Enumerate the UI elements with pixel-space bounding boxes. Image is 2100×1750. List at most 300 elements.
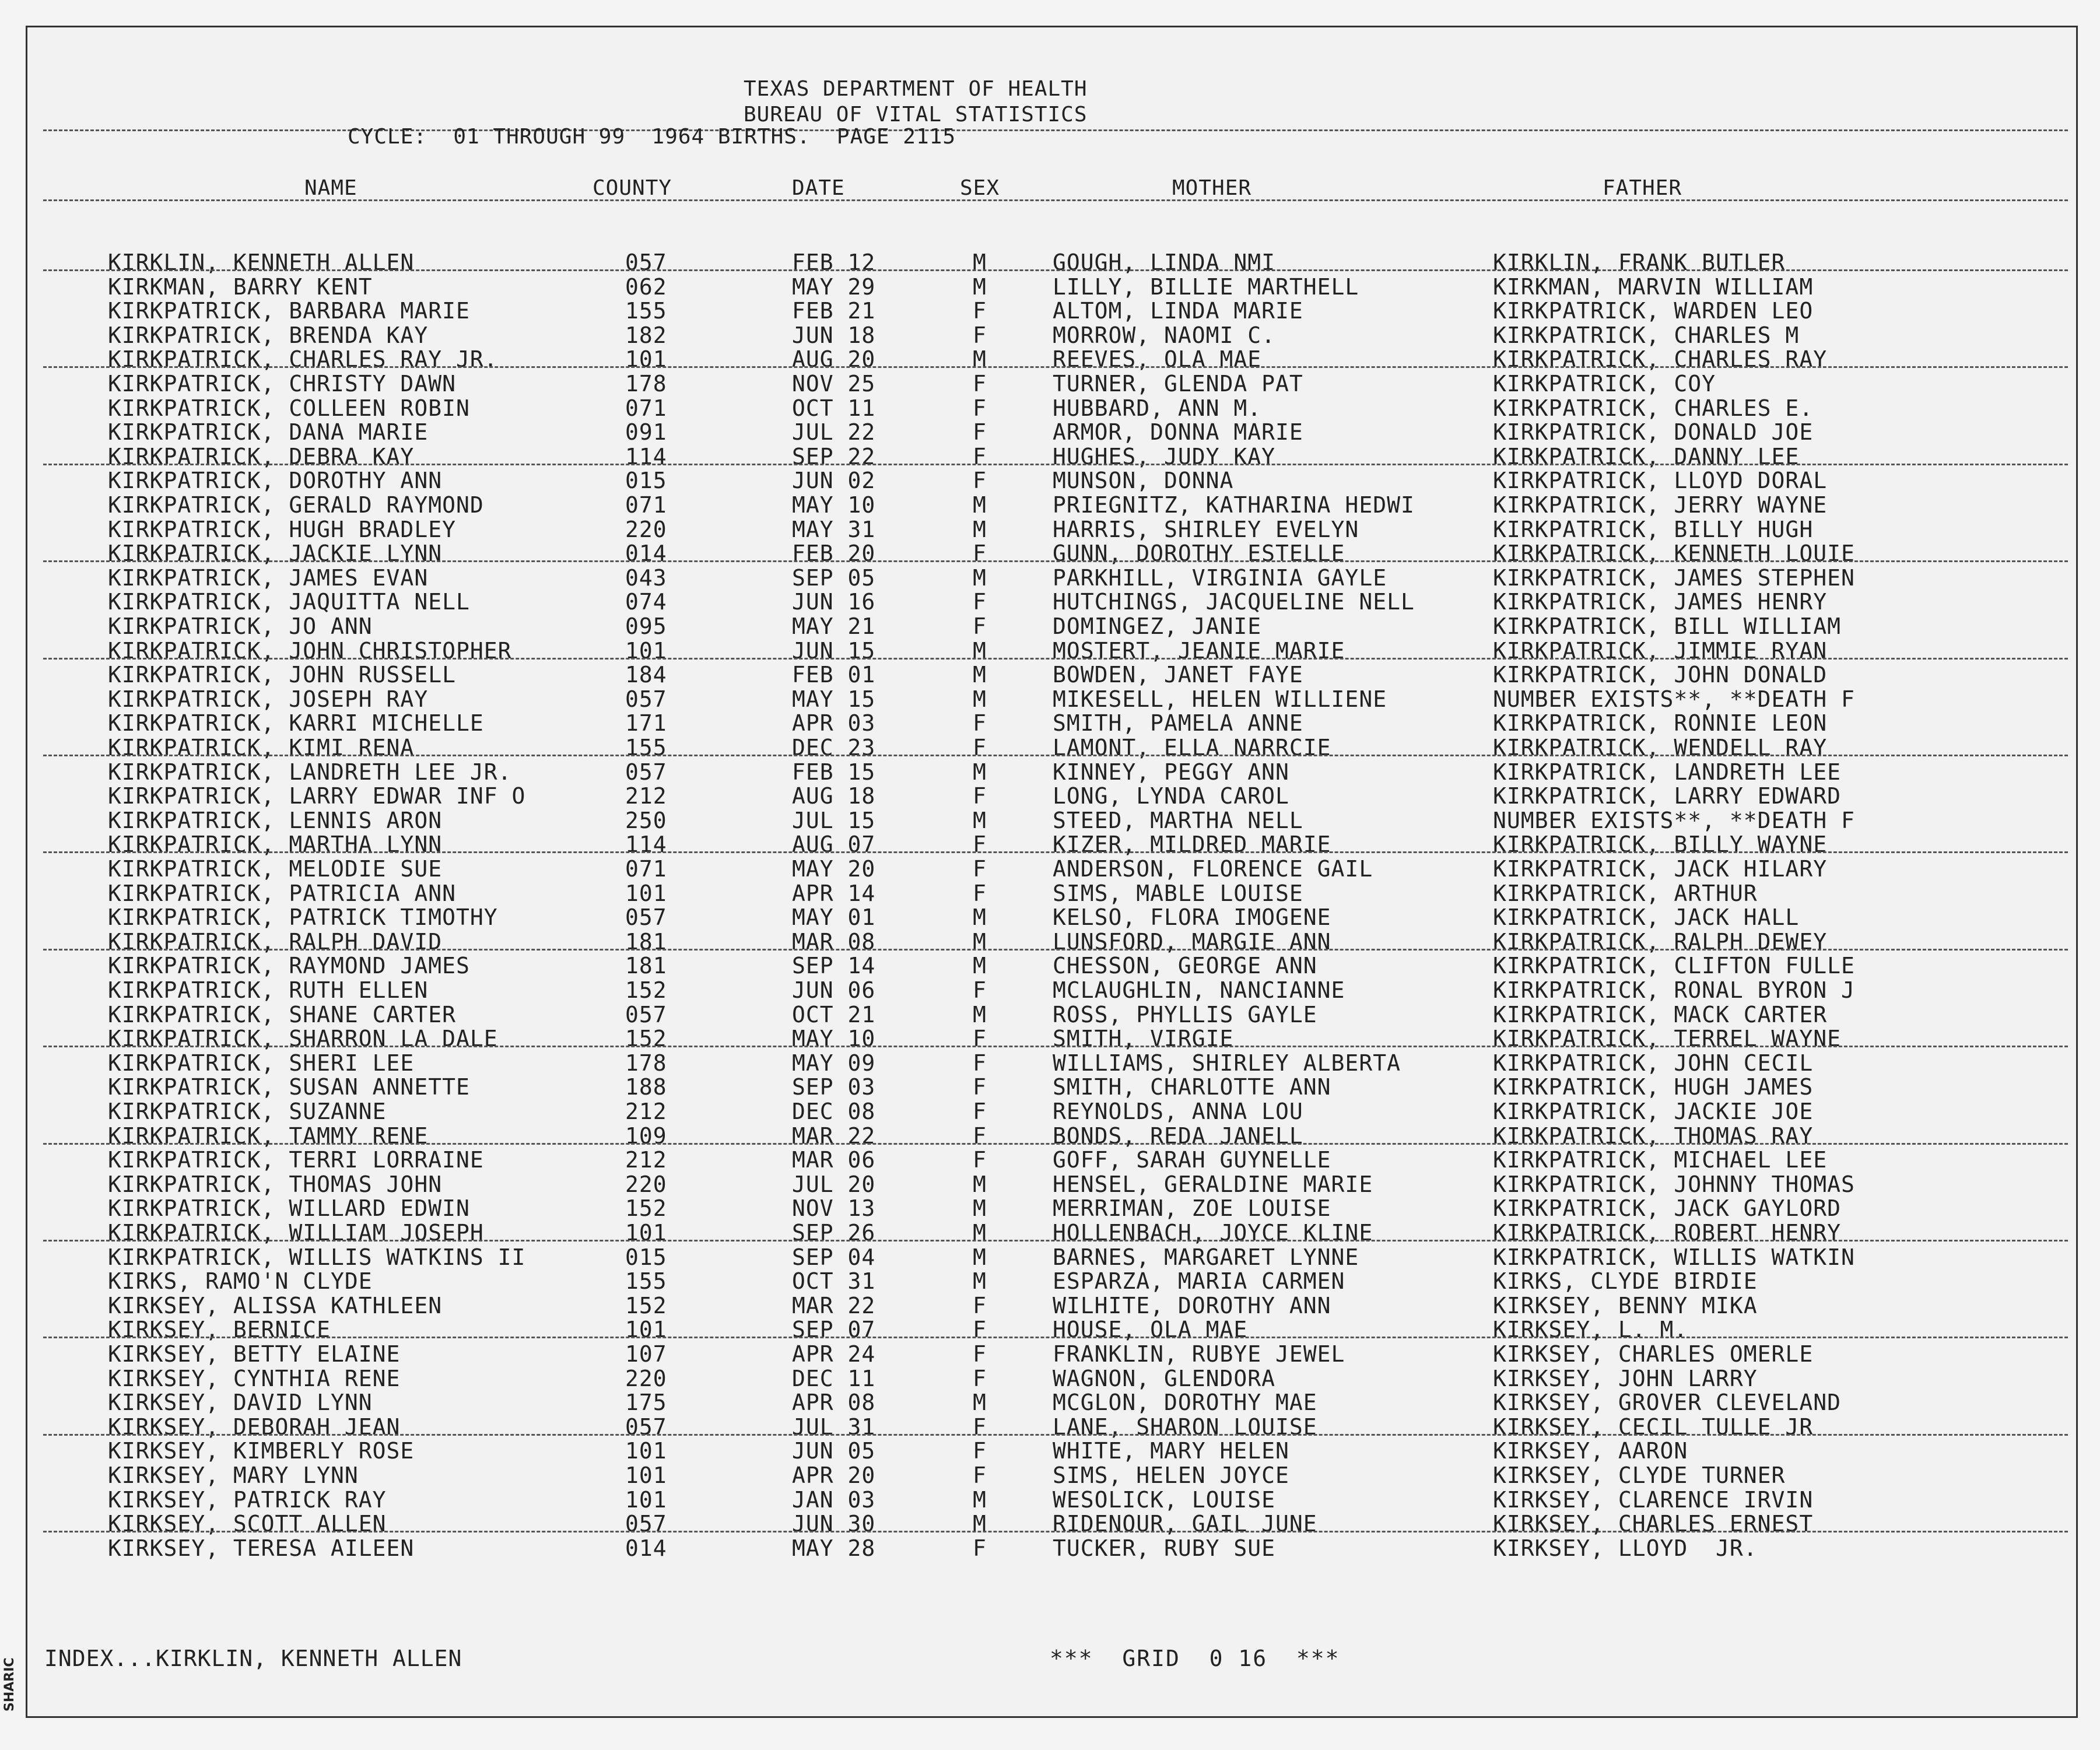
record-date: JUN 16 <box>792 589 876 615</box>
record-mother: ROSS, PHYLLIS GAYLE <box>1053 1001 1317 1027</box>
record-date: JUN 15 <box>792 637 876 664</box>
record-sex: F <box>973 1414 987 1440</box>
record-sex: M <box>973 662 987 688</box>
record-sex: F <box>973 856 987 882</box>
record-sex: F <box>973 1535 987 1561</box>
record-mother: STEED, MARTHA NELL <box>1053 807 1303 833</box>
record-county: 178 <box>625 371 667 397</box>
record-sex: M <box>973 637 987 664</box>
table-row <box>0 1390 2100 1414</box>
record-county: 152 <box>625 1195 667 1222</box>
record-county: 212 <box>625 1147 667 1173</box>
record-name: KIRKPATRICK, JAQUITTA NELL <box>108 589 470 615</box>
record-name: KIRKPATRICK, TAMMY RENE <box>108 1123 429 1149</box>
record-name: KIRKPATRICK, SHANE CARTER <box>108 1001 456 1027</box>
record-date: APR 08 <box>792 1390 876 1416</box>
record-date: APR 14 <box>792 880 876 906</box>
table-row <box>0 1099 2100 1123</box>
column-header-mother: MOTHER <box>1172 176 1252 200</box>
record-father: KIRKLIN, FRANK BUTLER <box>1493 250 1786 275</box>
table-row <box>0 808 2100 832</box>
record-county: 101 <box>625 1438 667 1464</box>
row-divider <box>43 1046 2068 1047</box>
record-name: KIRKPATRICK, DOROTHY ANN <box>108 468 443 494</box>
agency-title: TEXAS DEPARTMENT OF HEALTH <box>744 77 1088 101</box>
record-father: KIRKPATRICK, CHARLES E. <box>1493 395 1814 421</box>
table-row <box>0 371 2100 395</box>
record-county: 188 <box>625 1074 667 1100</box>
record-county: 101 <box>625 1317 667 1343</box>
record-sex: F <box>973 1123 987 1149</box>
record-sex: M <box>973 250 987 275</box>
record-sex: M <box>973 1171 987 1197</box>
table-row <box>0 1293 2100 1317</box>
record-sex: M <box>973 686 987 712</box>
record-name: KIRKSEY, PATRICK RAY <box>108 1486 387 1513</box>
record-father: KIRKSEY, AARON <box>1493 1438 1688 1464</box>
record-date: OCT 21 <box>792 1001 876 1027</box>
record-mother: WHITE, MARY HELEN <box>1053 1438 1289 1464</box>
record-father: KIRKS, CLYDE BIRDIE <box>1493 1268 1758 1295</box>
record-county: 014 <box>625 541 667 567</box>
record-name: KIRKPATRICK, KARRI MICHELLE <box>108 710 484 737</box>
record-sex: M <box>973 759 987 785</box>
record-mother: LILLY, BILLIE MARTHELL <box>1053 273 1359 300</box>
record-father: KIRKPATRICK, BILLY HUGH <box>1493 516 1814 542</box>
record-date: AUG 07 <box>792 832 876 858</box>
record-date: APR 24 <box>792 1341 876 1367</box>
table-row <box>0 686 2100 711</box>
record-county: 220 <box>625 516 667 542</box>
record-sex: F <box>973 322 987 348</box>
record-father: KIRKPATRICK, TERREL WAYNE <box>1493 1026 1841 1052</box>
record-name: KIRKSEY, DAVID LYNN <box>108 1390 373 1416</box>
record-name: KIRKPATRICK, JAMES EVAN <box>108 564 429 591</box>
record-name: KIRKPATRICK, WILLIAM JOSEPH <box>108 1220 484 1246</box>
record-mother: PARKHILL, VIRGINIA GAYLE <box>1053 564 1387 591</box>
record-date: SEP 07 <box>792 1317 876 1343</box>
record-sex: M <box>973 273 987 300</box>
bureau-title: BUREAU OF VITAL STATISTICS <box>744 103 1088 127</box>
record-county: 171 <box>625 710 667 737</box>
record-date: MAY 31 <box>792 516 876 542</box>
margin-label: SHARIC <box>2 1657 17 1712</box>
record-father: KIRKSEY, L. M. <box>1493 1317 1688 1343</box>
record-sex: M <box>973 904 987 931</box>
record-date: FEB 20 <box>792 541 876 567</box>
record-county: 220 <box>625 1171 667 1197</box>
record-county: 101 <box>625 880 667 906</box>
record-county: 071 <box>625 395 667 421</box>
record-mother: GUNN, DOROTHY ESTELLE <box>1053 541 1345 567</box>
record-county: 057 <box>625 1001 667 1027</box>
record-sex: F <box>973 395 987 421</box>
record-date: DEC 11 <box>792 1365 876 1391</box>
record-county: 057 <box>625 250 667 275</box>
record-sex: F <box>973 710 987 737</box>
record-father: KIRKPATRICK, RALPH DEWEY <box>1493 928 1828 955</box>
record-name: KIRKPATRICK, DEBRA KAY <box>108 443 415 469</box>
record-mother: REEVES, OLA MAE <box>1053 346 1262 373</box>
record-date: MAR 06 <box>792 1147 876 1173</box>
record-sex: F <box>973 589 987 615</box>
record-date: JAN 03 <box>792 1486 876 1513</box>
record-date: FEB 21 <box>792 298 876 324</box>
record-mother: BONDS, REDA JANELL <box>1053 1123 1303 1149</box>
record-county: 181 <box>625 953 667 979</box>
record-mother: HUGHES, JUDY KAY <box>1053 443 1276 469</box>
record-father: KIRKPATRICK, THOMAS RAY <box>1493 1123 1814 1149</box>
record-date: FEB 01 <box>792 662 876 688</box>
record-father: KIRKPATRICK, ARTHUR <box>1493 880 1758 906</box>
record-sex: F <box>973 1317 987 1343</box>
record-county: 109 <box>625 1123 667 1149</box>
record-date: DEC 08 <box>792 1099 876 1124</box>
record-name: KIRKPATRICK, JOSEPH RAY <box>108 686 429 712</box>
record-sex: F <box>973 541 987 567</box>
record-father: KIRKPATRICK, WILLIS WATKIN <box>1493 1244 1855 1270</box>
record-father: NUMBER EXISTS**, **DEATH F <box>1493 686 1855 712</box>
record-sex: F <box>973 783 987 809</box>
record-county: 220 <box>625 1365 667 1391</box>
table-row <box>0 1438 2100 1463</box>
record-date: APR 20 <box>792 1463 876 1488</box>
record-date: JUN 02 <box>792 468 876 494</box>
record-county: 152 <box>625 1292 667 1318</box>
record-date: MAY 20 <box>792 856 876 882</box>
record-date: MAY 15 <box>792 686 876 712</box>
record-mother: ANDERSON, FLORENCE GAIL <box>1053 856 1373 882</box>
table-row <box>0 977 2100 1002</box>
record-father: KIRKPATRICK, WARDEN LEO <box>1493 298 1814 324</box>
row-divider <box>43 949 2068 951</box>
table-row <box>0 1463 2100 1487</box>
record-county: 091 <box>625 419 667 446</box>
record-name: KIRKPATRICK, LENNIS ARON <box>108 807 443 833</box>
record-county: 101 <box>625 1220 667 1246</box>
record-father: NUMBER EXISTS**, **DEATH F <box>1493 807 1855 833</box>
record-county: 062 <box>625 273 667 300</box>
record-father: KIRKPATRICK, LANDRETH LEE <box>1493 759 1841 785</box>
record-county: 101 <box>625 1463 667 1488</box>
index-footer: INDEX...KIRKLIN, KENNETH ALLEN <box>44 1646 462 1671</box>
record-date: MAY 10 <box>792 1026 876 1052</box>
record-father: KIRKPATRICK, JACK HALL <box>1493 904 1800 931</box>
record-name: KIRKPATRICK, RAYMOND JAMES <box>108 953 470 979</box>
record-date: JUL 22 <box>792 419 876 446</box>
record-sex: F <box>973 1341 987 1367</box>
record-name: KIRKPATRICK, WILLARD EDWIN <box>108 1195 470 1222</box>
record-date: MAR 22 <box>792 1123 876 1149</box>
record-county: 057 <box>625 1414 667 1440</box>
table-row <box>0 565 2100 590</box>
record-father: KIRKPATRICK, COY <box>1493 371 1716 397</box>
row-divider <box>43 1240 2068 1242</box>
table-row <box>0 492 2100 517</box>
table-row <box>0 1002 2100 1026</box>
record-sex: M <box>973 346 987 373</box>
table-row <box>0 710 2100 735</box>
record-name: KIRKSEY, BERNICE <box>108 1317 331 1343</box>
record-mother: ESPARZA, MARIA CARMEN <box>1053 1268 1345 1295</box>
record-father: KIRKPATRICK, RONNIE LEON <box>1493 710 1828 737</box>
record-name: KIRKPATRICK, RUTH ELLEN <box>108 977 429 1003</box>
record-mother: SMITH, VIRGIE <box>1053 1026 1234 1052</box>
row-divider <box>43 851 2068 853</box>
column-header-father: FATHER <box>1603 176 1682 200</box>
record-county: 101 <box>625 637 667 664</box>
row-divider <box>43 366 2068 368</box>
table-row <box>0 881 2100 905</box>
record-name: KIRKPATRICK, TERRI LORRAINE <box>108 1147 484 1173</box>
record-county: 155 <box>625 735 667 760</box>
record-name: KIRKPATRICK, DANA MARIE <box>108 419 429 446</box>
record-mother: DOMINGEZ, JANIE <box>1053 613 1262 639</box>
record-mother: HUTCHINGS, JACQUELINE NELL <box>1053 589 1415 615</box>
record-sex: F <box>973 1365 987 1391</box>
record-father: KIRKPATRICK, LARRY EDWARD <box>1493 783 1841 809</box>
record-mother: SIMS, HELEN JOYCE <box>1053 1463 1289 1488</box>
record-father: KIRKSEY, CLYDE TURNER <box>1493 1463 1786 1488</box>
record-father: KIRKPATRICK, JACKIE JOE <box>1493 1099 1814 1124</box>
row-divider <box>43 1434 2068 1436</box>
record-sex: M <box>973 807 987 833</box>
record-father: KIRKPATRICK, BILL WILLIAM <box>1493 613 1841 639</box>
record-date: MAY 10 <box>792 492 876 518</box>
record-name: KIRKPATRICK, JACKIE LYNN <box>108 541 443 567</box>
record-name: KIRKPATRICK, SUSAN ANNETTE <box>108 1074 470 1100</box>
record-mother: TURNER, GLENDA PAT <box>1053 371 1303 397</box>
table-row <box>0 1268 2100 1293</box>
record-county: 114 <box>625 832 667 858</box>
table-row <box>0 1341 2100 1366</box>
record-date: FEB 15 <box>792 759 876 785</box>
record-name: KIRKPATRICK, CHARLES RAY JR. <box>108 346 498 373</box>
record-county: 155 <box>625 1268 667 1295</box>
record-sex: F <box>973 1147 987 1173</box>
record-county: 057 <box>625 904 667 931</box>
record-father: KIRKPATRICK, BILLY WAYNE <box>1493 832 1828 858</box>
record-mother: SMITH, CHARLOTTE ANN <box>1053 1074 1331 1100</box>
record-sex: F <box>973 468 987 494</box>
record-father: KIRKPATRICK, DONALD JOE <box>1493 419 1814 446</box>
record-name: KIRKPATRICK, MELODIE SUE <box>108 856 443 882</box>
record-county: 184 <box>625 662 667 688</box>
table-row <box>0 298 2100 322</box>
record-date: SEP 04 <box>792 1244 876 1270</box>
record-county: 074 <box>625 589 667 615</box>
record-county: 181 <box>625 928 667 955</box>
record-sex: F <box>973 1074 987 1100</box>
record-father: KIRKPATRICK, WENDELL RAY <box>1493 735 1828 760</box>
record-date: AUG 18 <box>792 783 876 809</box>
record-date: JUN 30 <box>792 1511 876 1537</box>
record-date: JUL 15 <box>792 807 876 833</box>
record-father: KIRKPATRICK, CHARLES M <box>1493 322 1800 348</box>
record-name: KIRKPATRICK, LANDRETH LEE JR. <box>108 759 512 785</box>
record-mother: LANE, SHARON LOUISE <box>1053 1414 1317 1440</box>
record-county: 107 <box>625 1341 667 1367</box>
record-mother: HENSEL, GERALDINE MARIE <box>1053 1171 1373 1197</box>
record-name: KIRKSEY, DEBORAH JEAN <box>108 1414 401 1440</box>
record-mother: LUNSFORD, MARGIE ANN <box>1053 928 1331 955</box>
record-date: JUL 31 <box>792 1414 876 1440</box>
table-row <box>0 1366 2100 1390</box>
record-mother: KIZER, MILDRED MARIE <box>1053 832 1331 858</box>
record-mother: WAGNON, GLENDORA <box>1053 1365 1276 1391</box>
record-father: KIRKSEY, GROVER CLEVELAND <box>1493 1390 1841 1416</box>
record-county: 057 <box>625 1511 667 1537</box>
record-date: SEP 22 <box>792 443 876 469</box>
table-row <box>0 1147 2100 1172</box>
record-date: MAY 01 <box>792 904 876 931</box>
record-father: KIRKPATRICK, MACK CARTER <box>1493 1001 1828 1027</box>
record-name: KIRKPATRICK, BARBARA MARIE <box>108 298 470 324</box>
row-divider <box>43 560 2068 562</box>
record-date: JUN 06 <box>792 977 876 1003</box>
record-county: 155 <box>625 298 667 324</box>
record-mother: PRIEGNITZ, KATHARINA HEDWI <box>1053 492 1415 518</box>
record-sex: M <box>973 1220 987 1246</box>
row-divider <box>43 1531 2068 1532</box>
record-father: KIRKSEY, JOHN LARRY <box>1493 1365 1758 1391</box>
table-row <box>0 419 2100 444</box>
record-date: JUN 18 <box>792 322 876 348</box>
cycle-line: CYCLE: 01 THROUGH 99 1964 BIRTHS. PAGE 2115 <box>348 125 956 149</box>
record-name: KIRKPATRICK, HUGH BRADLEY <box>108 516 456 542</box>
record-name: KIRKPATRICK, JO ANN <box>108 613 373 639</box>
column-header-date: DATE <box>792 176 845 200</box>
record-sex: F <box>973 443 987 469</box>
table-row <box>0 517 2100 541</box>
record-name: KIRKPATRICK, LARRY EDWAR INF O <box>108 783 526 809</box>
table-row <box>0 468 2100 492</box>
record-county: 014 <box>625 1535 667 1561</box>
record-mother: HARRIS, SHIRLEY EVELYN <box>1053 516 1359 542</box>
record-date: OCT 31 <box>792 1268 876 1295</box>
table-row <box>0 1244 2100 1269</box>
record-date: MAY 28 <box>792 1535 876 1561</box>
record-mother: LAMONT, ELLA NARRCIE <box>1053 735 1331 760</box>
record-date: AUG 20 <box>792 346 876 373</box>
record-date: FEB 12 <box>792 250 876 275</box>
record-father: KIRKPATRICK, JIMMIE RYAN <box>1493 637 1828 664</box>
record-county: 015 <box>625 468 667 494</box>
record-mother: HUBBARD, ANN M. <box>1053 395 1262 421</box>
record-sex: M <box>973 1268 987 1295</box>
record-date: NOV 13 <box>792 1195 876 1222</box>
record-sex: F <box>973 613 987 639</box>
record-date: DEC 23 <box>792 735 876 760</box>
record-father: KIRKPATRICK, LLOYD DORAL <box>1493 468 1828 494</box>
table-row <box>0 856 2100 881</box>
record-county: 178 <box>625 1050 667 1076</box>
record-father: KIRKPATRICK, JAMES STEPHEN <box>1493 564 1855 591</box>
record-name: KIRKPATRICK, CHRISTY DAWN <box>108 371 456 397</box>
table-row <box>0 1195 2100 1220</box>
record-county: 071 <box>625 492 667 518</box>
record-name: KIRKPATRICK, SUZANNE <box>108 1099 387 1124</box>
record-county: 057 <box>625 686 667 712</box>
column-header-sex: SEX <box>960 176 1000 200</box>
record-father: KIRKPATRICK, JERRY WAYNE <box>1493 492 1828 518</box>
record-sex: F <box>973 419 987 446</box>
table-row <box>0 274 2100 299</box>
record-name: KIRKPATRICK, WILLIS WATKINS II <box>108 1244 526 1270</box>
grid-footer: *** GRID 0 16 *** <box>1050 1646 1340 1671</box>
record-county: 212 <box>625 783 667 809</box>
record-mother: RIDENOUR, GAIL JUNE <box>1053 1511 1317 1537</box>
record-sex: F <box>973 371 987 397</box>
record-mother: MUNSON, DONNA <box>1053 468 1234 494</box>
record-county: 095 <box>625 613 667 639</box>
record-name: KIRKMAN, BARRY KENT <box>108 273 373 300</box>
record-name: KIRKPATRICK, GERALD RAYMOND <box>108 492 484 518</box>
record-sex: M <box>973 953 987 979</box>
record-father: KIRKPATRICK, JACK GAYLORD <box>1493 1195 1841 1222</box>
record-name: KIRKPATRICK, RALPH DAVID <box>108 928 443 955</box>
row-divider <box>43 1143 2068 1145</box>
record-mother: HOLLENBACH, JOYCE KLINE <box>1053 1220 1373 1246</box>
record-mother: SIMS, MABLE LOUISE <box>1053 880 1303 906</box>
record-date: MAR 22 <box>792 1292 876 1318</box>
record-mother: GOUGH, LINDA NMI <box>1053 250 1276 275</box>
record-mother: MCGLON, DOROTHY MAE <box>1053 1390 1317 1416</box>
record-mother: FRANKLIN, RUBYE JEWEL <box>1053 1341 1345 1367</box>
record-date: NOV 25 <box>792 371 876 397</box>
record-sex: M <box>973 1486 987 1513</box>
record-name: KIRKSEY, BETTY ELAINE <box>108 1341 401 1367</box>
record-name: KIRKSEY, CYNTHIA RENE <box>108 1365 401 1391</box>
record-father: KIRKSEY, LLOYD JR. <box>1493 1535 1758 1561</box>
table-row <box>0 662 2100 686</box>
record-mother: MERRIMAN, ZOE LOUISE <box>1053 1195 1331 1222</box>
record-county: 152 <box>625 1026 667 1052</box>
record-sex: F <box>973 735 987 760</box>
record-mother: KELSO, FLORA IMOGENE <box>1053 904 1331 931</box>
record-father: KIRKSEY, CECIL TULLE JR <box>1493 1414 1814 1440</box>
record-father: KIRKPATRICK, KENNETH LOUIE <box>1493 541 1855 567</box>
record-mother: ALTOM, LINDA MARIE <box>1053 298 1303 324</box>
record-sex: F <box>973 832 987 858</box>
record-sex: M <box>973 928 987 955</box>
record-sex: F <box>973 1026 987 1052</box>
record-mother: LONG, LYNDA CAROL <box>1053 783 1289 809</box>
record-date: OCT 11 <box>792 395 876 421</box>
record-name: KIRKPATRICK, JOHN CHRISTOPHER <box>108 637 512 664</box>
record-county: 114 <box>625 443 667 469</box>
record-father: KIRKPATRICK, ROBERT HENRY <box>1493 1220 1841 1246</box>
record-sex: M <box>973 1001 987 1027</box>
header-divider <box>43 129 2068 131</box>
table-row <box>0 1172 2100 1196</box>
table-row <box>0 783 2100 808</box>
record-sex: M <box>973 564 987 591</box>
record-father: KIRKSEY, CHARLES OMERLE <box>1493 1341 1814 1367</box>
column-header-divider <box>43 199 2068 201</box>
table-row <box>0 1535 2100 1560</box>
record-sex: F <box>973 298 987 324</box>
column-header-county: COUNTY <box>593 176 672 200</box>
record-father: KIRKPATRICK, MICHAEL LEE <box>1493 1147 1828 1173</box>
row-divider <box>43 755 2068 756</box>
record-name: KIRKSEY, TERESA AILEEN <box>108 1535 415 1561</box>
table-row <box>0 1487 2100 1511</box>
record-mother: MIKESELL, HELEN WILLIENE <box>1053 686 1387 712</box>
record-sex: F <box>973 1463 987 1488</box>
record-father: KIRKPATRICK, DANNY LEE <box>1493 443 1800 469</box>
record-father: KIRKPATRICK, JOHNNY THOMAS <box>1493 1171 1855 1197</box>
